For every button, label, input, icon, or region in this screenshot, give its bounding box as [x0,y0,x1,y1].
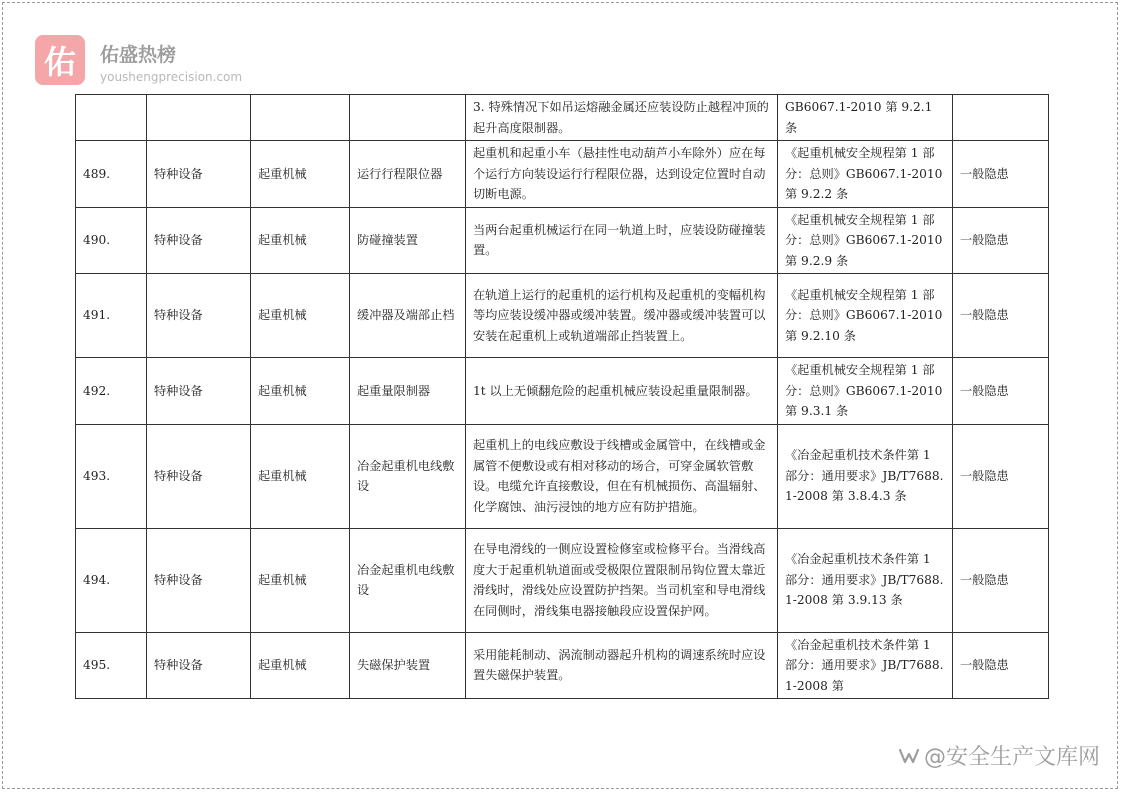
cell-requirement: 1t 以上无倾翻危险的起重机械应装设起重量限制器。 [466,358,778,425]
cell-standard: 《起重机械安全规程第 1 部分：总则》GB6067.1-2010 第 9.2.9 条 [778,207,953,274]
cell-standard: 《起重机械安全规程第 1 部分：总则》GB6067.1-2010 第 9.2.10 条 [778,274,953,358]
cell-no: 489. [76,141,147,208]
cell-category: 特种设备 [147,141,251,208]
cell-level: 一般隐患 [953,424,1049,528]
cell-item [350,95,466,141]
cell-level: 一般隐患 [953,141,1049,208]
table-row [76,95,1049,141]
cell-type: 起重机械 [251,207,350,274]
cell-level: 一般隐患 [953,528,1049,632]
cell-item: 冶金起重机电线敷设 [350,424,466,528]
wechat-channels-icon [898,746,920,766]
cell-standard: 《冶金起重机技术条件第 1 部分：通用要求》JB/T7688.1-2008 第 3.9.13 条 [778,528,953,632]
cell-category: 特种设备 [147,207,251,274]
cell-requirement: 在导电滑线的一侧应设置检修室或检修平台。当滑线高度大于起重机轨道面或受极限位置限制吊钩位置太靠近滑线时，滑线处应设置防护挡架。当司机室和导电滑线在同侧时，滑线集电器接触段应设置保护网。 [466,528,778,632]
cell-item: 运行行程限位器 [350,141,466,208]
cell-type: 起重机械 [251,632,350,699]
cell-type: 起重机械 [251,528,350,632]
watermark-text: @安全生产文库网 [923,745,1100,770]
cell-standard: 《起重机械安全规程第 1 部分：总则》GB6067.1-2010 第 9.2.2 条 [778,141,953,208]
cell-level [953,95,1049,141]
cell-type: 起重机械 [251,358,350,425]
cell-level: 一般隐患 [953,358,1049,425]
cell-type: 起重机械 [251,274,350,358]
table-row [76,424,1049,528]
table-row [76,528,1049,632]
cell-level: 一般隐患 [953,274,1049,358]
cell-category: 特种设备 [147,632,251,699]
cell-level: 一般隐患 [953,632,1049,699]
cell-no: 494. [76,528,147,632]
table-row [76,141,1049,208]
cell-requirement: 采用能耗制动、涡流制动器起升机构的调速系统时应设置失磁保护装置。 [466,632,778,699]
cell-requirement: 起重机和起重小车（悬挂性电动葫芦小车除外）应在每个运行方向装设运行行程限位器，达到设定位置时自动切断电源。 [466,141,778,208]
cell-category: 特种设备 [147,274,251,358]
cell-item: 缓冲器及端部止档 [350,274,466,358]
cell-no: 490. [76,207,147,274]
cell-no [76,95,147,141]
table-row [76,274,1049,358]
table-row [76,632,1049,699]
cell-requirement: 当两台起重机械运行在同一轨道上时，应装设防碰撞装置。 [466,207,778,274]
cell-type [251,95,350,141]
cell-requirement: 在轨道上运行的起重机的运行机构及起重机的变幅机构等均应装设缓冲器或缓冲装置。缓冲器或缓冲装置可以安装在起重机上或轨道端部止挡装置上。 [466,274,778,358]
hazard-table [75,94,1049,699]
brand-name: 佑盛热榜 [100,44,177,66]
cell-item: 冶金起重机电线敷设 [350,528,466,632]
cell-requirement: 3. 特殊情况下如吊运熔融金属还应装设防止越程冲顶的起升高度限制器。 [466,95,778,141]
cell-no: 493. [76,424,147,528]
cell-standard: 《冶金起重机技术条件第 1 部分：通用要求》JB/T7688.1-2008 第 3.8.4.3 条 [778,424,953,528]
cell-no: 492. [76,358,147,425]
cell-category [147,95,251,141]
brand-logo-icon: 佑 [35,35,85,85]
cell-no: 491. [76,274,147,358]
cell-type: 起重机械 [251,141,350,208]
cell-item: 起重量限制器 [350,358,466,425]
cell-category: 特种设备 [147,358,251,425]
cell-level: 一般隐患 [953,207,1049,274]
cell-standard: GB6067.1-2010 第 9.2.1 条 [778,95,953,141]
watermark [898,740,1100,771]
cell-standard: 《冶金起重机技术条件第 1 部分：通用要求》JB/T7688.1-2008 第 [778,632,953,699]
table-row [76,358,1049,425]
cell-category: 特种设备 [147,424,251,528]
cell-no: 495. [76,632,147,699]
cell-category: 特种设备 [147,528,251,632]
cell-requirement: 起重机上的电线应敷设于线槽或金属管中，在线槽或金属管不便敷设或有相对移动的场合，可穿金属软管敷设。电缆允许直接敷设，但在有机械损伤、高温辐射、化学腐蚀、油污浸蚀的地方应有防护措施。 [466,424,778,528]
table-row [76,207,1049,274]
brand-url: youshengprecision.com [100,70,243,84]
cell-item: 防碰撞装置 [350,207,466,274]
cell-type: 起重机械 [251,424,350,528]
cell-item: 失磁保护装置 [350,632,466,699]
cell-standard: 《起重机械安全规程第 1 部分：总则》GB6067.1-2010 第 9.3.1 条 [778,358,953,425]
